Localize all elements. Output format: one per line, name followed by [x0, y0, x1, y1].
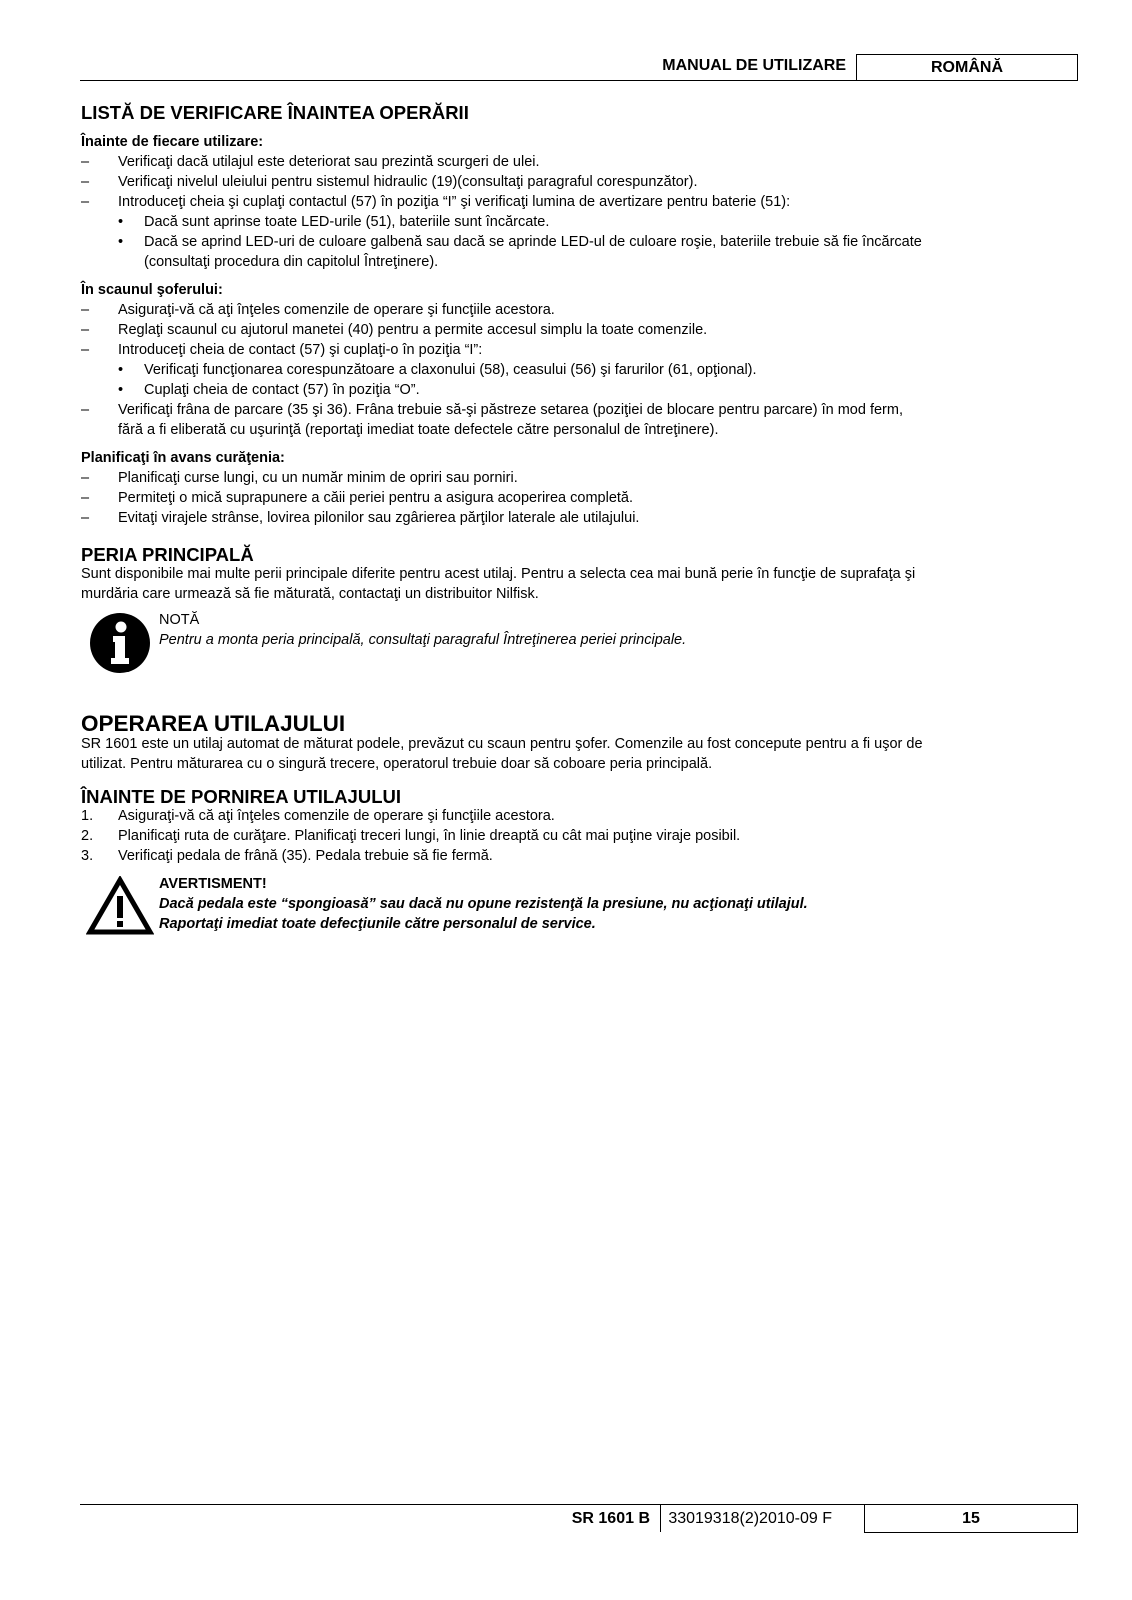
before-start-list: [81, 806, 1077, 866]
main-brush-text-1: Sunt disponibile mai multe perii principale diferite pentru acest utilaj. Pentru a selecta cea mai bună perie în funcţie de suprafaţa şi: [81, 566, 916, 582]
bullet-item: • Verificaţi funcţionarea corespunzătoare a claxonului (58), ceasului (56) şi farurilor (61, opţional).: [118, 362, 757, 378]
page-footer: [80, 1504, 1078, 1533]
before-start-title: ÎNAINTE DE PORNIREA UTILAJULUI: [81, 786, 401, 807]
page-content: [81, 100, 1077, 938]
document-code: 33019318(2)2010-09 F: [668, 1510, 832, 1527]
operation-title: OPERAREA UTILAJULUI: [81, 711, 346, 736]
list-item: – Verificaţi nivelul uleiului pentru sistemul hidraulic (19)(consultaţi paragraful corespunzător).: [81, 174, 698, 190]
list-item: – Permiteţi o mică suprapunere a căii periei pentru a asigura acoperirea completă.: [81, 490, 634, 506]
info-icon: [89, 612, 151, 674]
list-item: – Verificaţi frâna de parcare (35 şi 36). Frâna trebuie să-şi păstreze setarea (poziţiei de blocare pentru parcare) în mod ferm,: [81, 402, 903, 418]
list-item: – Verificaţi dacă utilajul este deteriorat sau prezintă scurgeri de ulei.: [81, 154, 540, 170]
driver-seat-list-cont: [81, 400, 1077, 440]
plan-heading: Planificaţi în avans curăţenia:: [81, 450, 285, 466]
manual-title: MANUAL DE UTILIZARE: [662, 57, 846, 74]
numbered-item: 3. Verificaţi pedala de frână (35). Pedala trebuie să fie fermă.: [81, 848, 493, 864]
before-each-use-list: [81, 152, 1077, 212]
note-box: [81, 612, 1077, 678]
driver-seat-list: [81, 300, 1077, 360]
page-header: [80, 54, 1078, 81]
page-number: 15: [864, 1505, 1078, 1533]
bullet-item: • Dacă se aprind LED-uri de culoare galbenă sau dacă se aprinde LED-ul de culoare roşie, bateriile trebuie să fie încărcate: [118, 234, 922, 250]
plan-list: [81, 468, 1077, 528]
bullet-item: • Cuplaţi cheia de contact (57) în poziţia “O”.: [118, 382, 420, 398]
operation-text-2: utilizat. Pentru măturarea cu o singură trecere, operatorul trebuie doar să coboare peria principală.: [81, 756, 713, 772]
numbered-item: 2. Planificaţi ruta de curăţare. Planificaţi treceri lungi, în linie dreaptă cu cât mai puţine viraje posibil.: [81, 828, 741, 844]
list-item: – Evitaţi virajele strânse, lovirea pilonilor sau zgârierea părţilor laterale ale utilajului.: [81, 510, 640, 526]
model-name: SR 1601 B: [571, 1510, 650, 1527]
warning-box: [81, 874, 1077, 938]
list-item: – Planificaţi curse lungi, cu un număr minim de opriri sau porniri.: [81, 470, 518, 486]
operation-text-1: SR 1601 este un utilaj automat de măturat podele, prevăzut cu scaun pentru şofer. Comenzile au fost concepute pentru a fi uşor de: [81, 736, 923, 752]
before-each-use-heading: Înainte de fiecare utilizare:: [81, 134, 264, 150]
bullet-item: • Dacă sunt aprinse toate LED-urile (51), bateriile sunt încărcate.: [118, 214, 550, 230]
bullet-continuation: (consultaţi procedura din capitolul Întreţinere).: [144, 254, 439, 270]
driver-seat-heading: În scaunul şoferului:: [81, 282, 223, 298]
list-item: – Introduceţi cheia şi cuplaţi contactul (57) în poziţia “I” şi verificaţi lumina de avertizare pentru baterie (51):: [81, 194, 791, 210]
language-box: ROMÂNĂ: [856, 54, 1078, 80]
checklist-title: LISTĂ DE VERIFICARE ÎNAINTEA OPERĂRII: [81, 102, 469, 123]
list-item-continuation: fără a fi eliberată cu uşurinţă (reportaţi imediat toate defectele către personalul de întreţinere).: [118, 422, 719, 438]
warning-text-2: Raportaţi imediat toate defecţiunile către personalul de service.: [159, 916, 596, 932]
warning-icon: [86, 876, 154, 936]
list-item: – Asiguraţi-vă că aţi înţeles comenzile de operare şi funcţiile acestora.: [81, 302, 555, 318]
list-item: – Introduceţi cheia de contact (57) şi cuplaţi-o în poziţia “I”:: [81, 342, 483, 358]
numbered-item: 1. Asiguraţi-vă că aţi înţeles comenzile de operare şi funcţiile acestora.: [81, 808, 555, 824]
note-label: NOTĂ: [159, 612, 200, 628]
list-item: – Reglaţi scaunul cu ajutorul manetei (40) pentru a permite accesul simplu la toate comenzile.: [81, 322, 708, 338]
warning-label: AVERTISMENT!: [159, 876, 267, 892]
note-text: Pentru a monta peria principală, consultaţi paragraful Întreţinerea periei principale.: [159, 632, 687, 648]
driver-seat-bullets: [81, 360, 1077, 400]
main-brush-text-2: murdăria care urmează să fie măturată, contactaţi un distribuitor Nilfisk.: [81, 586, 539, 602]
before-each-use-bullets: [81, 212, 1077, 272]
main-brush-title: PERIA PRINCIPALĂ: [81, 544, 254, 565]
warning-text-1: Dacă pedala este “spongioasă” sau dacă nu opune rezistenţă la presiune, nu acţionaţi utilajul.: [159, 896, 808, 912]
